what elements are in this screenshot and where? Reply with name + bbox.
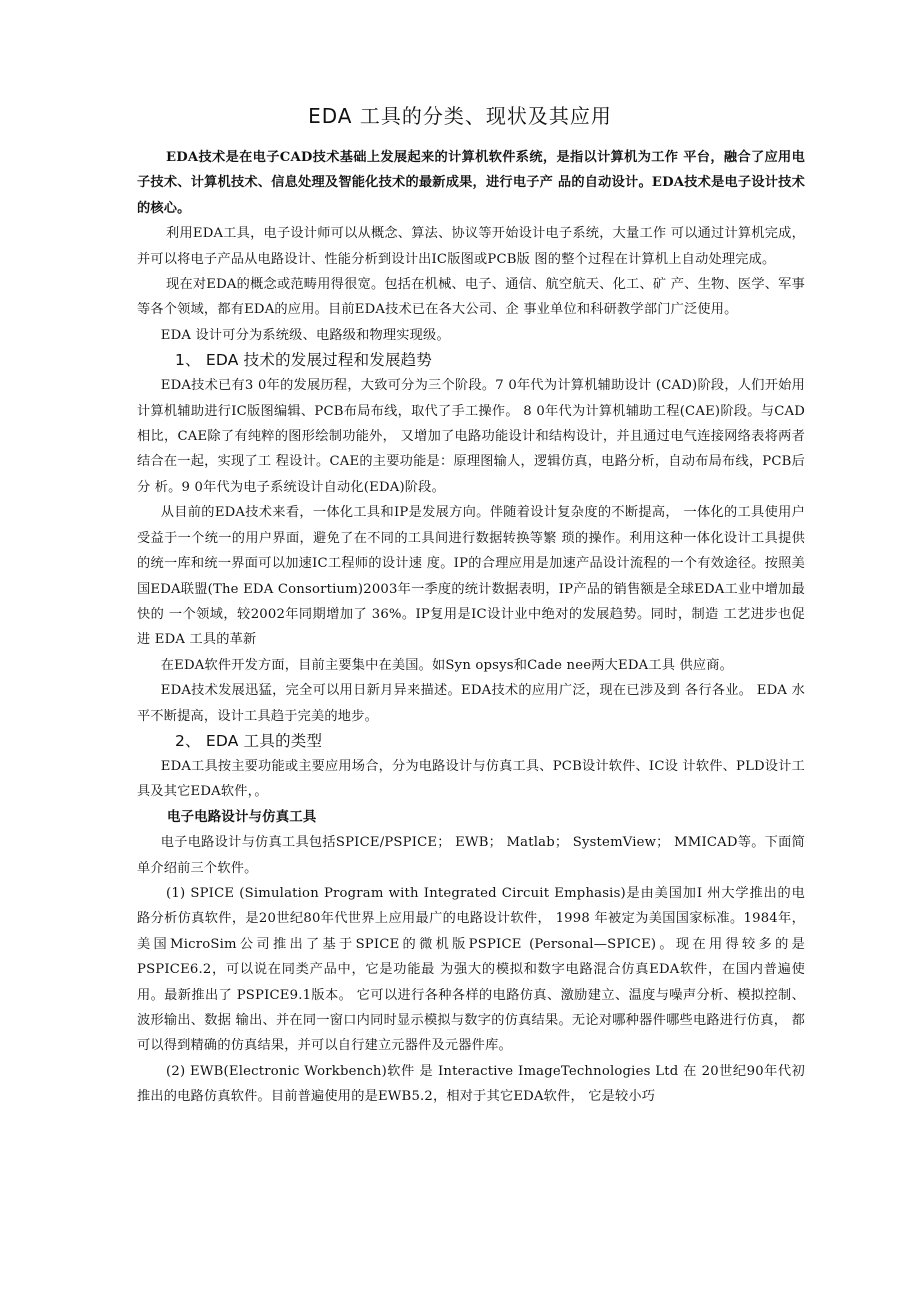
section-1-paragraph-4: EDA技术发展迅猛，完全可以用日新月异来描述。EDA技术的应用广泛，现在已涉及到 各行各业。 EDA 水平不断提高，设计工具趋于完美的地步。 <box>137 683 805 724</box>
subsection-paragraph-3: (2) EWB(Electronic Workbench)软件 是 Interactive ImageTechnologies Ltd 在 20世纪90年代初推出的电路仿真软件。目前普遍使用的是EWB5.2，相对于其它EDA软件， 它是较小巧 <box>137 1063 805 1105</box>
section-2-heading: 2、 EDA 工具的类型 <box>175 731 323 750</box>
subsection-heading: 电子电路设计与仿真工具 <box>167 808 317 825</box>
section-2-paragraph-1: EDA工具按主要功能或主要应用场合，分为电路设计与仿真工具、PCB设计软件、IC设 计软件、PLD设计工具及其它EDA软件，。 <box>137 758 805 800</box>
intro-paragraph-4: EDA 设计可分为系统级、电路级和物理实现级。 <box>160 327 450 343</box>
subsection-paragraph-2: (1) SPICE (Simulation Program with Integrated Circuit Emphasis)是由美国加I 州大学推出的电路分析仿真软件，是20世纪80年代世界上应用最广的电路设计软件， 1998 年被定为美国国家标准。1984年，美国MicroSim公司推出了基于SPICE的微机版PSPICE (Personal—SPICE)。现在用得较多的是PSPICE6.2，可以说在同类产品中，它是功能最 为强大的模拟和数字电路混合仿真EDA软件，在国内普遍使用。最新推出了 PSPICE9.1版本。 它可以进行各种各样的电路仿真、激励建立、温度与噪声分析、模拟控制、波形输出、数据 输出、并在同一窗口内同时显示模拟与数字的仿真结果。无论对哪种器件哪些电路进行仿真， 都可以得到精确的仿真结果，并可以自行建立元器件及元器件库。 <box>137 885 805 1054</box>
subsection-paragraph-1: 电子电路设计与仿真工具包括SPICE/PSPICE； EWB； Matlab； SystemView； MMICAD等。下面简单介绍前三个软件。 <box>137 835 805 876</box>
document-title: EDA 工具的分类、现状及其应用 <box>308 104 612 128</box>
intro-paragraph-3: 现在对EDA的概念或范畴用得很宽。包括在机械、电子、通信、航空航天、化工、矿 产、生物、医学、军事等各个领域，都有EDA的应用。目前EDA技术已在各大公司、企 事业单位和科研教学部门广泛使用。 <box>137 277 805 318</box>
section-1-paragraph-3: 在EDA软件开发方面，目前主要集中在美国。如Syn opsys和Cade nee两大EDA工具 供应商。 <box>160 657 734 673</box>
section-1-heading: 1、 EDA 技术的发展过程和发展趋势 <box>175 351 433 370</box>
intro-paragraph-2: 利用EDA工具，电子设计师可以从概念、算法、协议等开始设计电子系统，大量工作 可以通过计算机完成，并可以将电子产品从电路设计、性能分析到设计出IC版图或PCB版 图的整个过程在计算机上自动处理完成。 <box>137 226 805 267</box>
section-1-paragraph-1: EDA技术已有3 0年的发展历程，大致可分为三个阶段。7 0年代为计算机辅助设计 (CAD)阶段，人们开始用计算机辅助进行IC版图编辑、PCB布局布线，取代了手工操作。 8 0年代为计算机辅助工程(CAE)阶段。与CAD相比，CAE除了有纯粹的图形绘制功能外， 又增加了电路功能设计和结构设计，并且通过电气连接网络表将两者结合在一起，实现了工 程设计。CAE的主要功能是：原理图输人，逻辑仿真，电路分析，自动布局布线，PCB后分 析。9 0年代为电子系统设计自动化(EDA)阶段。 <box>137 378 805 495</box>
intro-paragraph-1: EDA技术是在电子CAD技术基础上发展起来的计算机软件系统，是指以计算机为工作 平台，融合了应用电子技术、计算机技术、信息处理及智能化技术的最新成果，进行电子产 品的自动设计。EDA技术是电子设计技术的核心。 <box>137 150 805 216</box>
document-body <box>137 145 805 1110</box>
section-1-paragraph-2: 从目前的EDA技术来看，一体化工具和IP是发展方向。伴随着设计复杂度的不断提高， 一体化的工具使用户受益于一个统一的用户界面，避免了在不同的工具间进行数据转换等繁 琐的操作。利用这种一体化设计工具提供的统一库和统一界面可以加速IC工程师的设计速 度。IP的合理应用是加速产品设计流程的一个有效途径。按照美国EDA联盟(The EDA Consortium)2003年一季度的统计数据表明，IP产品的销售额是全球EDA工业中增加最快的 一个领域，较2002年同期增加了 36%。IP复用是IC设计业中绝对的发展趋势。同时，制造 工艺进步也促进 EDA 工具的革新 <box>137 505 805 648</box>
